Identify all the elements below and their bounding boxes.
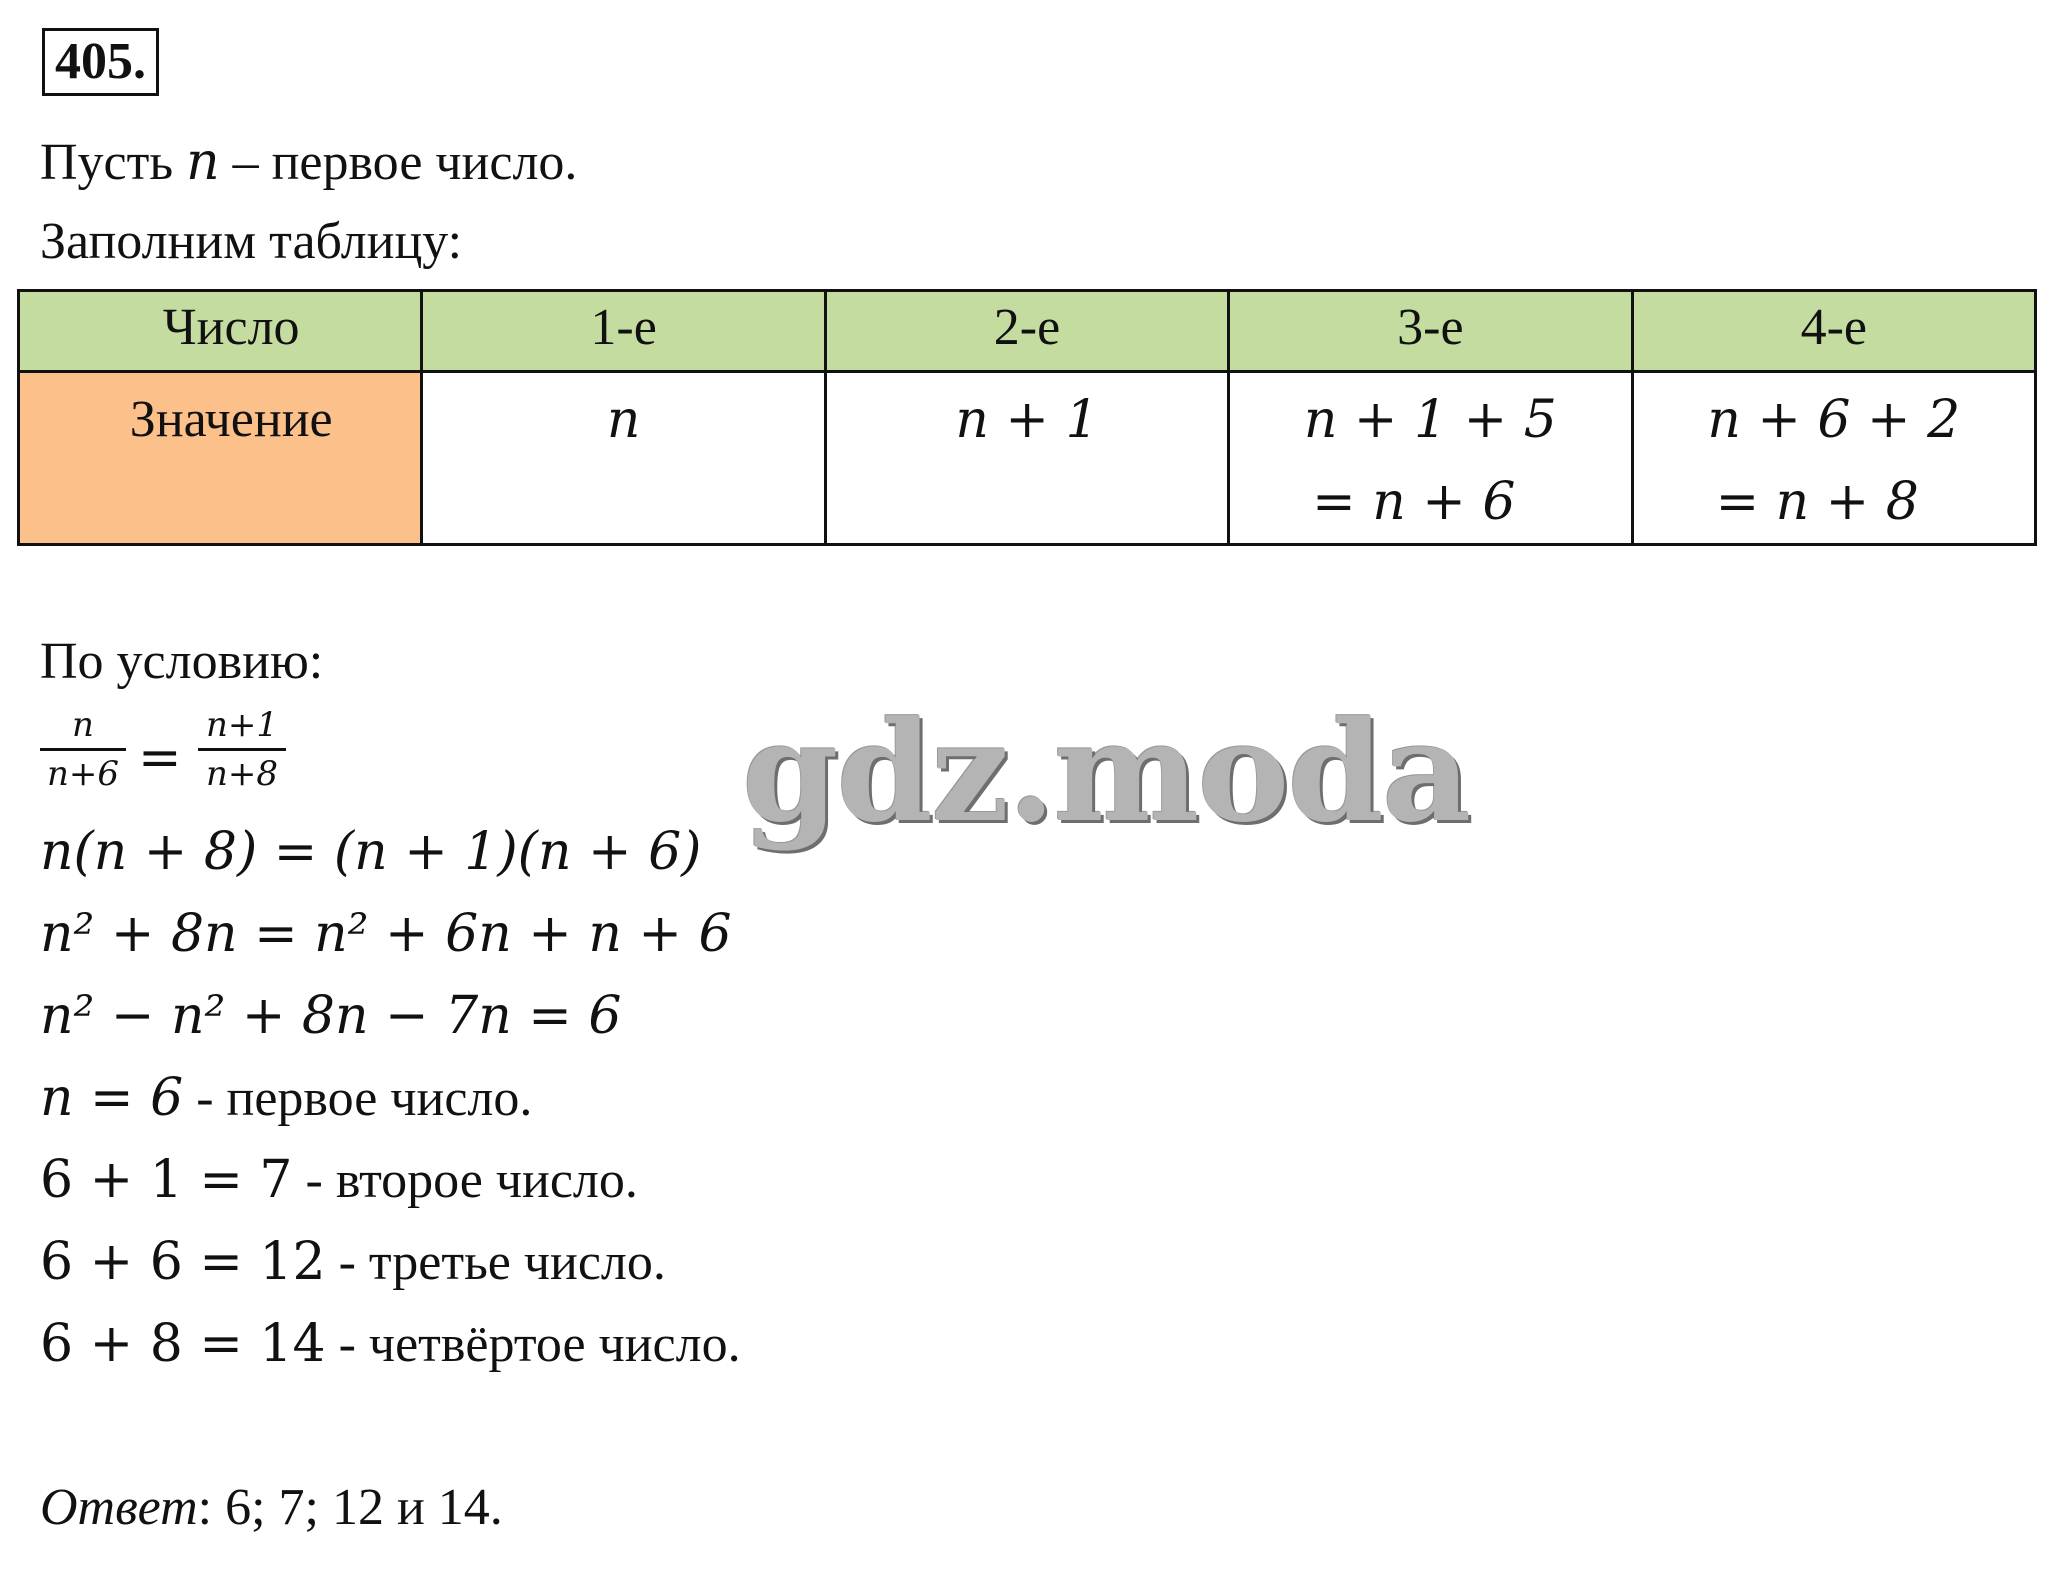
solution-step [40,1068,532,1128]
watermark-logo: gdz.moda [742,690,1470,853]
answer-value: : 6; 7; 12 и 14. [197,1479,503,1536]
answer-label: Ответ [40,1479,198,1536]
fill-table-caption: Заполним таблицу: [40,213,463,270]
intro-suffix: – первое число. [219,134,578,191]
value-line1: n [606,390,641,450]
column-header: 4-е [1632,291,2035,372]
step-math: n² − n² + 8n − 7n = 6 [40,986,622,1046]
solution-step [40,1150,638,1210]
step-text: - третье число. [325,1234,666,1291]
condition-label: По условию: [40,633,324,690]
value-cell [1632,372,2035,545]
problem-number-badge: 405. [42,28,159,96]
column-header: 3-е [1229,291,1632,372]
step-text: - четвёртое число. [325,1316,741,1373]
table-header-row [19,291,2036,372]
table-value-row [19,372,2036,545]
intro-prefix: Пусть [40,134,187,191]
value-line2: = n + 6 [1312,472,1516,532]
value-cell [1229,372,1632,545]
right-denominator: n+8 [205,754,279,794]
value-label-text: Значение [129,391,333,448]
value-label-cell [19,372,422,545]
solution-step [40,822,701,882]
step-math: n² + 8n = n² + 6n + n + 6 [40,904,732,964]
step-text: - второе число. [292,1152,638,1209]
header-label-cell: Число [19,291,422,372]
left-fraction [40,706,126,793]
value-line1: n + 1 + 5 [1303,390,1557,450]
solution-step [40,1314,741,1374]
step-text: - первое число. [183,1070,533,1127]
left-numerator: n [40,706,126,751]
right-numerator: n+1 [198,706,286,751]
answer-line [40,1478,503,1537]
value-cell [422,372,825,545]
step-math: n(n + 8) = (n + 1)(n + 6) [40,822,702,882]
solution-step [40,904,732,964]
value-line2: = n + 8 [1715,472,1919,532]
step-math: n = 6 [40,1068,184,1128]
numbers-table [17,289,2037,546]
value-line1: n + 1 [955,390,1099,450]
fraction-equals-sign: = [138,728,182,788]
column-header: 1-е [422,291,825,372]
step-math: 6 + 6 = 12 [40,1232,326,1292]
value-line1: n + 6 + 2 [1707,390,1961,450]
column-header: 2-е [825,291,1228,372]
value-cell [825,372,1228,545]
left-denominator: n+6 [46,754,120,794]
intro-variable: n [186,132,220,192]
right-fraction [198,706,286,793]
step-math: 6 + 8 = 14 [40,1314,326,1374]
solution-step [40,1232,666,1292]
intro-line [40,132,577,192]
solution-step [40,986,621,1046]
step-math: 6 + 1 = 7 [40,1150,293,1210]
